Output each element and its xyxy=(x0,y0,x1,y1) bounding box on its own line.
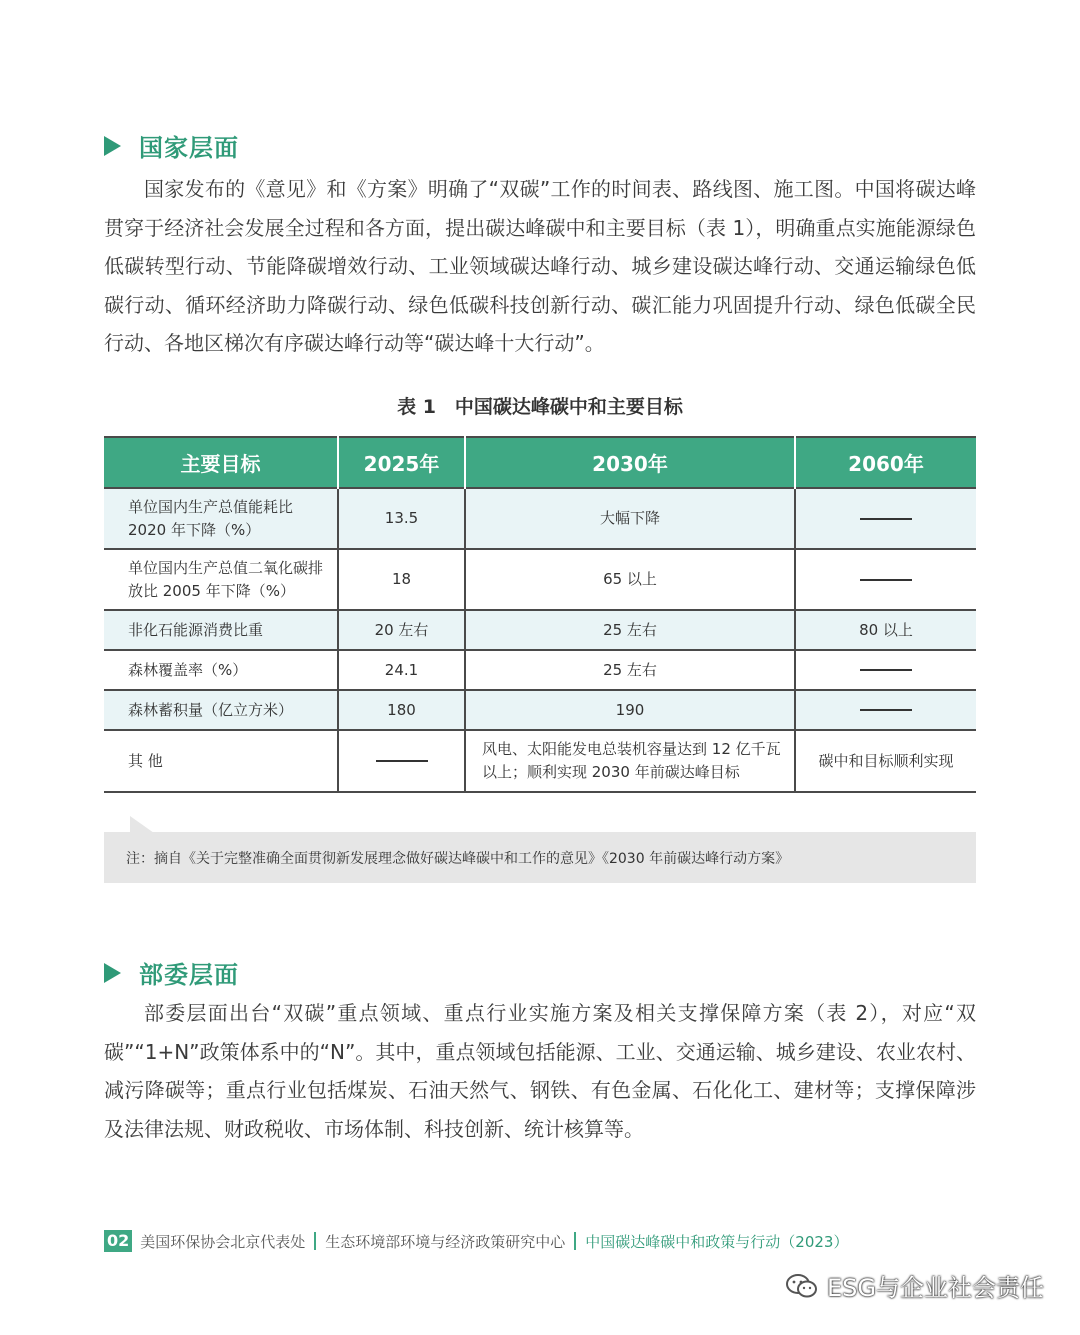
value-2030: 25 左右 xyxy=(465,610,795,650)
goal-cell: 森林覆盖率（%） xyxy=(104,650,338,690)
section-heading-ministry xyxy=(104,955,239,990)
footer-report-title: 中国碳达峰碳中和政策与行动（2023） xyxy=(585,1232,849,1251)
footer-org1: 美国环保协会北京代表处 xyxy=(140,1232,306,1251)
footer-divider xyxy=(574,1232,576,1250)
table-row xyxy=(104,549,976,610)
value-2030: 65 以上 xyxy=(465,549,795,610)
value-2030: 大幅下降 xyxy=(465,488,795,549)
goals-table xyxy=(104,436,976,793)
dash-placeholder xyxy=(860,669,912,671)
page-number: 02 xyxy=(104,1230,132,1252)
section-heading-national xyxy=(104,128,239,163)
table-row xyxy=(104,690,976,730)
table-note xyxy=(104,832,976,883)
value-2060 xyxy=(795,690,976,730)
value-2025: 20 左右 xyxy=(338,610,465,650)
value-2030: 25 左右 xyxy=(465,650,795,690)
watermark-text: ESG与企业社会责任 xyxy=(827,1274,1044,1302)
footer-divider xyxy=(314,1232,316,1250)
value-2025 xyxy=(338,730,465,792)
value-2060 xyxy=(795,650,976,690)
goal-cell: 森林蓄积量（亿立方米） xyxy=(104,690,338,730)
value-2060: 80 以上 xyxy=(795,610,976,650)
dash-placeholder xyxy=(376,760,428,762)
table-row xyxy=(104,730,976,792)
table-row xyxy=(104,488,976,549)
value-2030: 190 xyxy=(465,690,795,730)
dash-placeholder xyxy=(860,709,912,711)
note-text: 注：摘自《关于完整准确全面贯彻新发展理念做好碳达峰碳中和工作的意见》《2030 年前碳达峰行动方案》 xyxy=(126,850,790,867)
note-tab-decoration xyxy=(130,816,154,833)
dash-placeholder xyxy=(860,518,912,520)
value-2025: 18 xyxy=(338,549,465,610)
header-2030: 2030年 xyxy=(465,437,795,488)
header-goal: 主要目标 xyxy=(104,437,338,488)
goal-cell: 其 他 xyxy=(104,730,338,792)
value-2030: 风电、太阳能发电总装机容量达到 12 亿千瓦以上；顺利实现 2030 年前碳达峰目标 xyxy=(465,730,795,792)
section-title: 部委层面 xyxy=(139,961,239,989)
section-title: 国家层面 xyxy=(139,134,239,162)
value-2060 xyxy=(795,488,976,549)
value-2025: 13.5 xyxy=(338,488,465,549)
goal-cell: 单位国内生产总值能耗比 2020 年下降（%） xyxy=(104,488,338,549)
national-paragraph: 国家发布的《意见》和《方案》明确了“双碳”工作的时间表、路线图、施工图。中国将碳达峰贯穿于经济社会发展全过程和各方面，提出碳达峰碳中和主要目标（表 1），明确重点实施能源绿色低碳转型行动、节能降碳增效行动、工业领域碳达峰行动、城乡建设碳达峰行动、交通运输绿色低碳行动、循环经济助力降碳行动、绿色低碳科技创新行动、碳汇能力巩固提升行动、绿色低碳全民行动、各地区梯次有序碳达峰行动等“碳达峰十大行动”。 xyxy=(104,177,976,355)
value-2060: 碳中和目标顺利实现 xyxy=(795,730,976,792)
ministry-paragraph: 部委层面出台“双碳”重点领域、重点行业实施方案及相关支撑保障方案（表 2），对应“双碳”“1+N”政策体系中的“N”。其中，重点领域包括能源、工业、交通运输、城乡建设、农业农村、减污降碳等；重点行业包括煤炭、石油天然气、钢铁、有色金属、石化化工、建材等；支撑保障涉及法律法规、财政税收、市场体制、科技创新、统计核算等。 xyxy=(104,1001,976,1141)
triangle-bullet-icon xyxy=(104,963,121,983)
value-2025: 180 xyxy=(338,690,465,730)
wechat-watermark xyxy=(785,1268,1044,1303)
dash-placeholder xyxy=(860,579,912,581)
goal-cell: 单位国内生产总值二氧化碳排放比 2005 年下降（%） xyxy=(104,549,338,610)
triangle-bullet-icon xyxy=(104,136,121,156)
value-2025: 24.1 xyxy=(338,650,465,690)
goal-cell: 非化石能源消费比重 xyxy=(104,610,338,650)
table-caption: 表 1 中国碳达峰碳中和主要目标 xyxy=(397,396,683,418)
footer-org2: 生态环境部环境与经济政策研究中心 xyxy=(325,1232,566,1251)
table-row xyxy=(104,650,976,690)
value-2060 xyxy=(795,549,976,610)
table-header-row xyxy=(104,437,976,488)
header-2025: 2025年 xyxy=(338,437,465,488)
wechat-icon xyxy=(785,1273,819,1299)
page-footer xyxy=(104,1230,848,1252)
header-2060: 2060年 xyxy=(795,437,976,488)
table-row xyxy=(104,610,976,650)
